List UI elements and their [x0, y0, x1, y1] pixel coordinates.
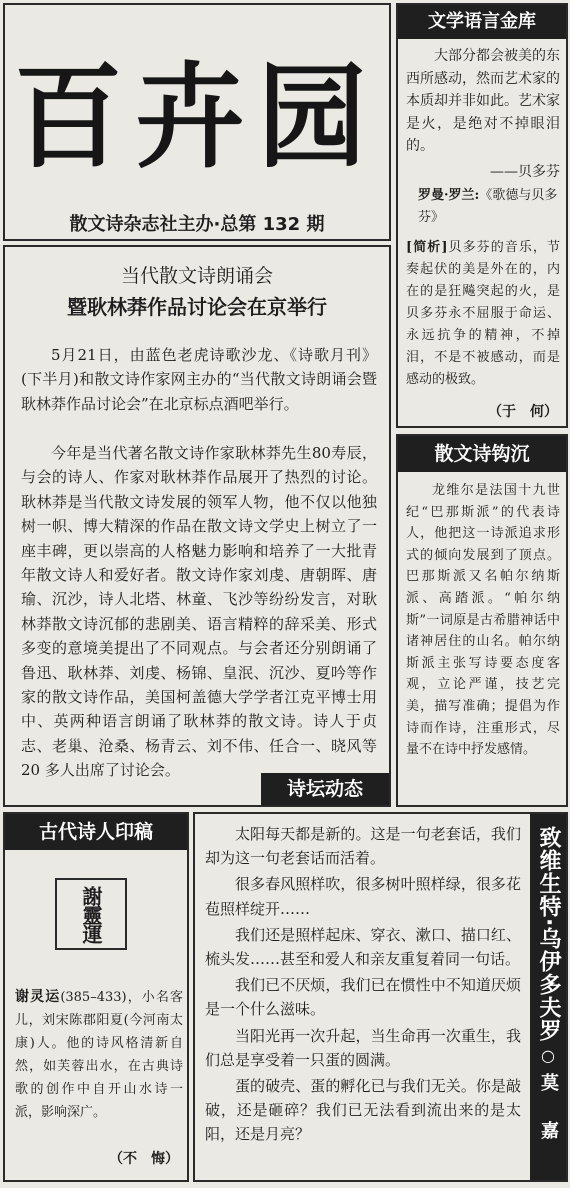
jinku-attribution: ——贝多芬 [490, 164, 560, 180]
jinku-quote: 大部分都会被美的东西所感动，然而艺术家的本质却并非如此。艺术家是火，是绝对不掉眼泪的。 [406, 48, 560, 154]
news-para1: 5月21日，由蓝色老虎诗歌沙龙、《诗歌月刊》(下半月)和散文诗作家网主办的“当代散文诗朗诵会暨耿林莽作品讨论会”在北京标点酒吧举行。 [21, 346, 377, 413]
poet-seal: 謝靈運 [55, 878, 127, 950]
poem-paragraph: 很多春风照样吹，很多树叶照样绿，很多花苞照样绽开…… [205, 875, 521, 918]
gouchen-text: 龙维尔是法国十九世纪“巴那斯派”的代表诗人，他把这一诗派追求形式的倾向发展到了顶点。巴那斯派又名帕尔纳斯派、高踏派。“帕尔纳斯”一词原是古希腊神话中诸神居住的山名。帕尔纳斯派主张写诗要态度客观，立论严谨，技艺完美，描写准确；提倡为作诗而作诗，注重形式，尽量不在诗中抒发感情。 [406, 483, 560, 758]
poet-name: 谢灵运 [15, 989, 61, 1005]
poet-header: 古代诗人印稿 [5, 814, 187, 850]
jinku-analysis-text: 贝多芬的音乐，节奏起伏的美是外在的，内在的是狂飚突起的火，是贝多芬永不屈服于命运、永远抗争的精神，不掉泪，不是不被感动，而是感动的极致。 [406, 240, 560, 387]
jinku-signature: （于 何） [488, 404, 558, 420]
jinku-source-author: 罗曼·罗兰: [418, 188, 480, 203]
jinku-section [396, 3, 568, 428]
news-title-line2: 暨耿林莽作品讨论会在京举行 [67, 295, 327, 319]
poem-title-bar [530, 814, 566, 1180]
gouchen-section [396, 434, 568, 807]
gouchen-header: 散文诗钩沉 [398, 436, 566, 472]
poem-author: 莫 嘉 [538, 1073, 559, 1146]
masthead-subtitle: 散文诗杂志社主办·总第 132 期 [69, 214, 325, 235]
news-label: 诗坛动态 [261, 773, 389, 805]
jinku-analysis-label: [简析] [406, 240, 448, 255]
poem-paragraph: 当阳光再一次升起，当生命再一次重生，我们总是享受着一只蛋的圆满。 [205, 1026, 521, 1069]
poem-section [193, 812, 568, 1182]
poem-title: 致维生特·乌伊多夫罗 [536, 826, 561, 1043]
poet-section [3, 812, 189, 1182]
jinku-source-title: 《歌德与贝多芬》 [418, 188, 558, 225]
news-section [3, 245, 391, 807]
poem-circle: ○ [541, 1046, 555, 1066]
news-title-line1: 当代散文诗朗诵会 [120, 265, 273, 287]
poem-paragraph: 我们还是照样起床、穿衣、漱口、描口红、梳头发……甚至和爱人和亲友重复着同一句话。 [205, 925, 521, 969]
poem-paragraph: 我们已不厌烦，我们已在惯性中不知道厌烦是一个什么滋味。 [205, 976, 521, 1019]
poem-paragraph: 太阳每天都是新的。这是一句老套话，我们却为这一句老套话而活着。 [205, 825, 521, 868]
jinku-header: 文学语言金库 [398, 5, 566, 39]
jinku-source [418, 185, 562, 229]
poet-years: (385–433) [60, 990, 127, 1005]
masthead [3, 3, 391, 241]
jinku-analysis [406, 237, 560, 391]
poet-bio-text: ，小名客儿，刘宋陈郡阳夏(今河南太康)人。他的诗风格清新自然，如芙蓉出水，在古典诗歌的创作中自开山水诗一派，影响深广。 [15, 990, 183, 1120]
poem-paragraph: 蛋的破壳、蛋的孵化已与我们无关。你是敲破，还是砸碎？我们已无法看到流出来的是太阳，还是月亮？ [205, 1077, 521, 1144]
masthead-logo: 百卉园 [13, 51, 380, 184]
poet-bio [15, 986, 183, 1124]
poet-signature: （不 悔） [109, 1151, 179, 1167]
news-para2: 今年是当代著名散文诗作家耿林莽先生80寿辰，与会的诗人、作家对耿林莽作品展开了热烈的讨论。耿林莽是当代散文诗发展的领军人物，他不仅以他独树一帜、博大精深的作品在散文诗文学史上树立了一座丰碑，更以崇高的人格魅力影响和培养了一大批青年散文诗人和爱好者。散文诗作家刘虔、唐朝晖、唐瑜、沉沙，诗人北塔、林童、飞沙等纷纷发言，对耿林莽散文诗沉郁的悲剧美、语言精粹的辞采美、形式多变的意境美提出了不同观点。与会者还分别朗诵了鲁迅、耿林莽、刘虔、杨锦、皇泯、沉沙、夏吟等作家的散文诗作品，美国柯盖德大学学者江克平博士用中、英两种语言朗诵了耿林莽的散文诗。诗人于贞志、老巢、沧桑、杨青云、刘不伟、任合一、晓风等 20 多人出席了讨论会。 [21, 444, 377, 780]
poem-body [205, 822, 521, 1147]
